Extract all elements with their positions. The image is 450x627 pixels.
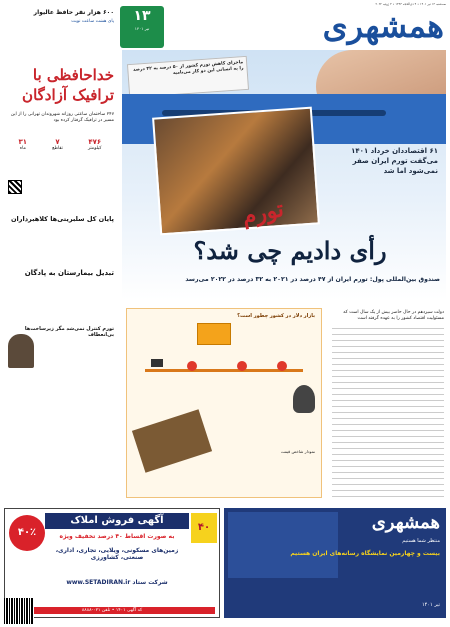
date-line: سه‌شنبه ۱۳ تیر ۱۴۰۱ • ۴ ذی‌الحجه ۱۴۴۳ • ۴ ژوئیه ۲۰۲۲ xyxy=(375,2,446,6)
stats-row xyxy=(6,138,114,164)
marker-icon xyxy=(187,361,197,371)
right-text: دولت سیزدهم در حال حاضر بیش از یک سال است که مسئولیت اقتصاد کشور را به عهده گرفته است xyxy=(343,310,444,321)
barcode xyxy=(4,598,34,624)
infographic-note: نمودار شاخص قیمت xyxy=(280,449,315,454)
marker-icon xyxy=(277,361,287,371)
newspaper-logo: همشهری xyxy=(322,7,444,45)
qr-code xyxy=(8,180,22,194)
ballot-text: ماجرای کاهش تورم کشور از ۵۰ درصد به ۴۲ درصد را به انسانی این دو کار می‌نامید xyxy=(132,60,244,77)
right-column xyxy=(330,304,446,504)
marker-icon xyxy=(237,361,247,371)
discount-circle: ۴۰٪ xyxy=(9,515,45,551)
money-image xyxy=(132,409,212,472)
lightbulb-icon xyxy=(293,385,315,413)
ad-footer: کد آگهی ۱۴۰۱ • تلفن ۰۲۱-۸۸۸۸ xyxy=(9,607,215,614)
story3-title: تبدیل بیمارستان به پادگان xyxy=(24,269,114,277)
truck-icon xyxy=(151,359,163,367)
market-photo xyxy=(152,107,320,236)
ad-line3: شرکت ستاد www.SETADIRAN.ir xyxy=(66,579,168,586)
stat-3: ۳۱ ماه xyxy=(18,138,28,151)
main-title-2: ترافیک آزادگان xyxy=(22,86,114,104)
main-title-1: خداحافظی با xyxy=(32,66,114,84)
columnist-photo xyxy=(8,334,34,368)
sub-headline: صندوق بین‌المللی پول: تورم ایران از ۴۷ درصد در ۲۰۲۱ به ۳۲ درصد در ۲۰۲۲ می‌رسد xyxy=(185,276,440,283)
ballot-paper xyxy=(127,56,249,98)
ad-line1: به صورت اقساط ۴۰ درصد تخفیف ویژه xyxy=(59,533,175,540)
ad-badge: ۴۰ xyxy=(191,513,217,543)
story2-title: پایان کل سلبریتی‌ها کلاهبرداران xyxy=(10,215,114,223)
schedule-grid xyxy=(228,512,338,578)
infographic-title: بازار دلار در کشور چطور است؟ xyxy=(237,313,315,319)
story4-title: تورم کنترل نمی‌شد مگر زیرساخت‌ها بی‌انعطاف xyxy=(24,326,114,338)
ad-box xyxy=(4,508,220,618)
promo-footer: تیر ۱۴۰۱ xyxy=(422,602,440,608)
masthead xyxy=(168,4,446,48)
ad-title: آگهی فروش املاک xyxy=(45,513,189,529)
side-stat: ۶۱ اقتصاددان خرداد ۱۴۰۱ می‌گفت تورم ایران صفر نمی‌شود اما شد xyxy=(351,147,438,175)
kicker2: پای هشت ساعت نوبت xyxy=(71,19,114,24)
promo-line1: منتظر شما هستیم xyxy=(402,538,440,544)
date-badge xyxy=(120,6,164,48)
kicker: ۶۰۰ هزار نفر حافظ عالیوار xyxy=(33,9,114,16)
text-lines xyxy=(332,328,444,498)
left-column xyxy=(4,4,116,484)
promo-logo: همشهری xyxy=(371,512,440,533)
badge-number: ۱۳ xyxy=(133,8,151,24)
main-body: ۲۴۷ ساختمان ساعتی روزانه شهروندان تهرانی را از این مسیر در ترافیک گرفتار کرده بود xyxy=(10,112,114,123)
inflation-word: تورم xyxy=(239,195,286,231)
hero-section xyxy=(122,50,446,300)
badge-text: تیر ۱۴۰۱ xyxy=(134,26,150,31)
promo-line2: بیست و چهارمین نمایشگاه رسانه‌های ایران هستیم xyxy=(290,550,440,557)
tag-graphic xyxy=(197,323,231,345)
infographic-area xyxy=(122,304,326,504)
stat-2: ۷ تقاطع xyxy=(52,138,63,151)
infographic xyxy=(126,308,322,498)
promo-box xyxy=(224,508,446,618)
ad-line2: زمین‌های مسکونی، ویلایی، تجاری، اداری، صنعتی، کشاورزی xyxy=(55,547,179,561)
stat-1: ۴۷۶ کیلومتر xyxy=(87,138,102,151)
main-headline: رأی دادیم چی شد؟ xyxy=(193,236,387,265)
